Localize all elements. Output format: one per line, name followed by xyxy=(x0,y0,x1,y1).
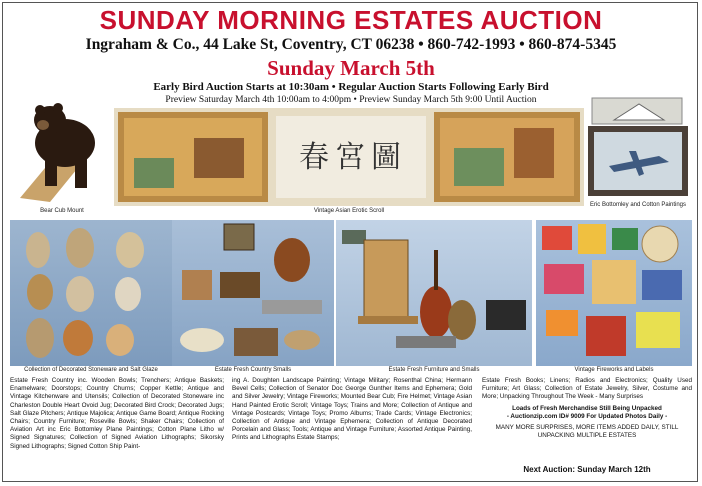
early-bird-line: Early Bird Auction Starts at 10:30am • Regular Auction Starts Following Early Bird xyxy=(153,81,549,93)
auction-date: Sunday March 5th xyxy=(267,56,435,80)
country-smalls-photo xyxy=(172,220,334,366)
auctionzip-line: - Auctionzip.com ID# 9009 For Updated Photos Daily - xyxy=(506,412,668,420)
description-column-3 xyxy=(482,377,692,440)
col3-intro: Estate Fresh Books; Linens; Radios and Electronics; Quality Used Furniture; Art Glass; Collection of Estate Jewelry, Silver, Costume and More; Unpacking Throughout The Week - Many Surprises xyxy=(482,377,692,401)
auction-address: Ingraham & Co., 44 Lake St, Coventry, CT 06238 • 860-742-1993 • 860-874-5345 xyxy=(85,36,617,53)
scroll-calligraphy: 春宮圖 xyxy=(299,140,407,175)
stoneware-caption: Collection of Decorated Stoneware and Salt Glaze xyxy=(24,367,158,373)
furniture-caption: Estate Fresh Furniture and Smalls xyxy=(388,367,480,373)
preview-line: Preview Saturday March 4th 10:00am to 4:00pm • Preview Sunday March 5th 9:00 Until Auction xyxy=(165,95,537,105)
more-surprises-line: MANY MORE SURPRISES, MORE ITEMS ADDED DAILY, STILL UNPACKING MULTIPLE ESTATES xyxy=(495,424,679,440)
auction-title: SUNDAY MORNING ESTATES AUCTION xyxy=(99,5,603,35)
description-column-2: ing A. Doughten Landscape Painting; Vintage Military; Rosenthal China; Hermann Bevel Cells; Collection of Senator Doc George Gunther Items and Ephemera; Gold and Silver Jewelry; Vintage Fireworks; Mounted Bear Cub; Fire Helmet; Vintage Asian Hand Painted Erotic Scroll; Vintage Toys; Trains and More; Collection of Antique and Vintage Postcards; Vintage Toys; Promo Albums; Trade Cards; Vintage Electronics; Collection of Antique and Vintage Ephemera; Collection of Antique Decorated Porcelain and Glass; Tools; Antique and Vintage Furniture; Assorted Antique Painting, Prints and Lithographs Estate Stamps; xyxy=(232,377,472,442)
stoneware-photo xyxy=(10,220,172,366)
fireworks-photo xyxy=(536,220,692,366)
asian-scroll-photo xyxy=(114,108,584,206)
description-column-1: Estate Fresh Country inc. Wooden Bowls; Trenchers; Antique Baskets; Enamelware; Doorstops; Country Churns; Copper Kettle; Antique and Vintage Kitchenware and Utensils; Collection of Decorated Stoneware inc Charleston Double Heart Ovoid Jug; Decorated Bird Crock; Decorated Jugs; Salt Glaze Pitchers; Antique Majolica; Antique Game Board; Antique Rocking Chairs; Country Furniture; Roseville Bowls; Shaker Chairs; Collection of Aviation Art inc Eric Bottomley Plane Paintings; Cotton Plane Litho w/ Signed Signatures; Collection of Signed Aviation Lithographs; Sikorsky Signed Lithographs; Signed Cotton Ship Paint- xyxy=(10,377,224,450)
scroll-caption: Vintage Asian Erotic Scroll xyxy=(313,208,385,214)
planes-caption: Eric Bottomley and Cotton Paintings xyxy=(589,202,687,208)
bear-cub-photo xyxy=(10,98,114,206)
aviation-paintings-photo xyxy=(584,96,692,200)
loads-line: Loads of Fresh Merchandise Still Being Unpacked xyxy=(512,404,662,412)
fireworks-caption: Vintage Fireworks and Labels xyxy=(574,367,654,373)
bear-caption: Bear Cub Mount xyxy=(40,208,84,214)
furniture-photo xyxy=(336,220,532,366)
next-auction: Next Auction: Sunday March 12th xyxy=(523,465,651,474)
country-caption: Estate Fresh Country Smalls xyxy=(214,367,292,373)
